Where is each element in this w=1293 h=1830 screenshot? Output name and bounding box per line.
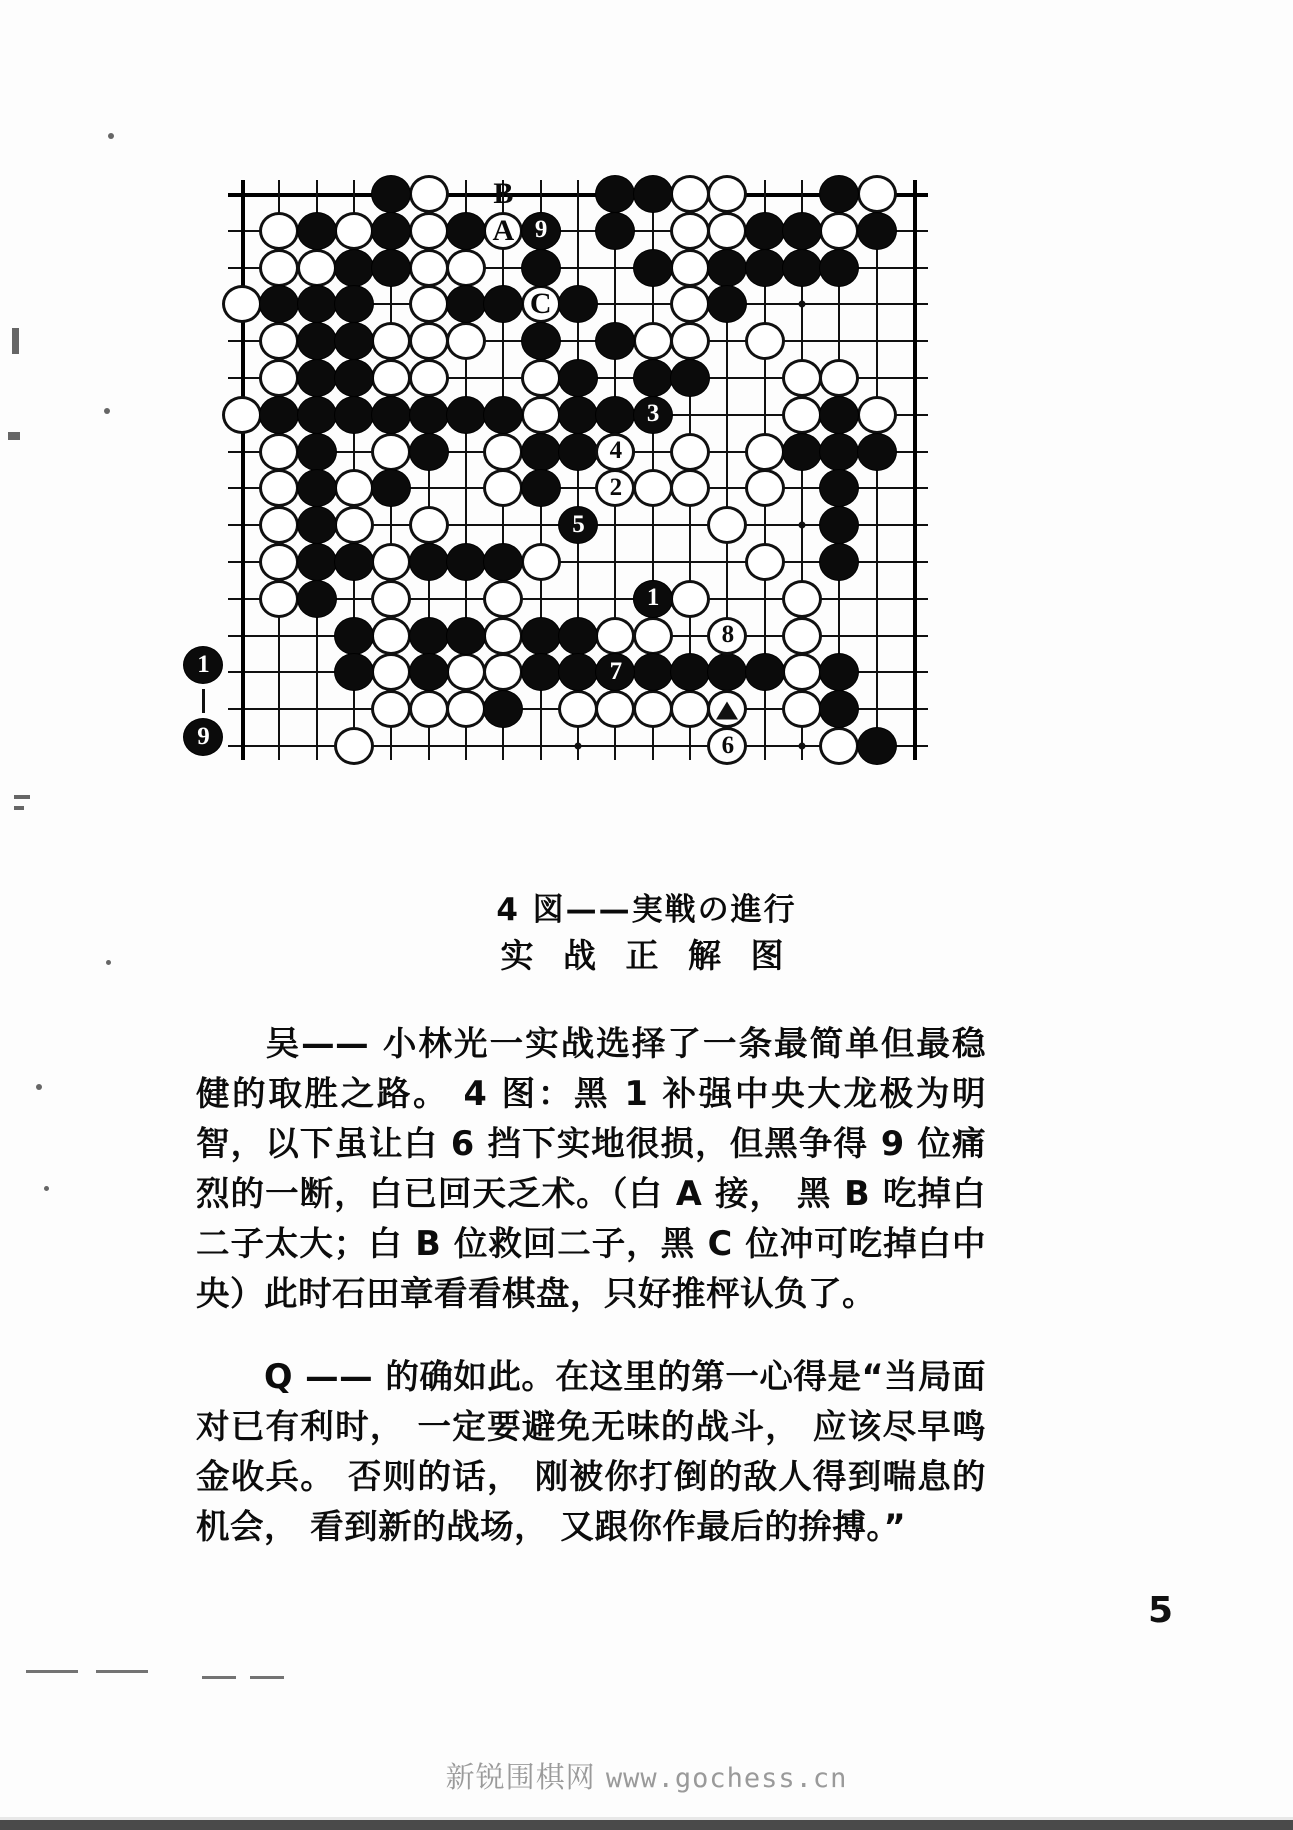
black-stone	[819, 249, 859, 287]
black-stone	[259, 285, 299, 323]
white-stone	[409, 249, 449, 287]
white-stone	[670, 690, 710, 728]
margin-key-stone	[183, 646, 223, 684]
black-stone	[595, 396, 635, 434]
black-stone	[819, 469, 859, 507]
move-stone-3	[633, 396, 673, 434]
move-stone-4	[595, 433, 635, 471]
white-stone	[782, 617, 822, 655]
black-stone	[446, 543, 486, 581]
black-stone	[483, 285, 523, 323]
white-stone	[483, 433, 523, 471]
black-stone	[857, 727, 897, 765]
black-stone	[707, 653, 747, 691]
black-stone	[707, 285, 747, 323]
black-stone	[558, 396, 598, 434]
board-line-vertical	[913, 180, 917, 760]
black-stone	[446, 212, 486, 250]
black-stone	[409, 433, 449, 471]
black-stone	[409, 617, 449, 655]
white-stone	[782, 653, 822, 691]
white-stone	[334, 469, 374, 507]
white-stone	[595, 690, 635, 728]
black-stone	[297, 285, 337, 323]
black-stone	[521, 322, 561, 360]
paragraph	[196, 1019, 986, 1319]
stone-move-number: 2	[609, 473, 622, 501]
black-stone	[371, 396, 411, 434]
black-stone	[819, 506, 859, 544]
black-stone	[819, 653, 859, 691]
white-stone	[259, 580, 299, 618]
white-stone	[670, 433, 710, 471]
board-point-label-A: A	[492, 213, 515, 247]
white-stone	[670, 322, 710, 360]
stone-move-number: 9	[534, 216, 547, 244]
black-stone	[334, 653, 374, 691]
white-stone	[782, 359, 822, 397]
black-stone	[334, 396, 374, 434]
black-stone	[595, 212, 635, 250]
black-stone	[857, 212, 897, 250]
black-stone	[558, 285, 598, 323]
white-stone	[483, 580, 523, 618]
black-stone	[409, 396, 449, 434]
white-stone	[745, 322, 785, 360]
white-stone	[409, 506, 449, 544]
black-stone	[259, 396, 299, 434]
scan-artifact	[12, 328, 19, 354]
scan-artifact	[202, 1676, 236, 1679]
black-stone	[633, 653, 673, 691]
black-stone	[297, 433, 337, 471]
white-stone	[409, 359, 449, 397]
stone-move-number: 7	[609, 657, 622, 685]
white-stone	[371, 543, 411, 581]
black-stone	[446, 396, 486, 434]
scan-artifact	[44, 1186, 49, 1191]
black-stone	[297, 506, 337, 544]
black-stone	[371, 175, 411, 213]
black-stone	[483, 690, 523, 728]
black-stone	[483, 396, 523, 434]
black-stone	[819, 543, 859, 581]
white-stone	[446, 653, 486, 691]
black-stone	[819, 396, 859, 434]
scan-artifact	[108, 133, 114, 139]
black-stone	[297, 580, 337, 618]
white-stone	[409, 322, 449, 360]
black-stone	[819, 690, 859, 728]
stone-move-number: 1	[646, 584, 659, 612]
white-stone	[371, 322, 411, 360]
white-stone	[633, 469, 673, 507]
footer-url: www.gochess.cn	[605, 1763, 848, 1794]
white-stone	[371, 653, 411, 691]
star-point	[799, 743, 806, 750]
white-stone	[334, 506, 374, 544]
figure-caption-chinese: 实 战 正 解 图	[500, 936, 793, 975]
board-point-label-B: B	[493, 177, 514, 210]
white-stone	[857, 175, 897, 213]
black-stone	[334, 322, 374, 360]
paragraph	[196, 1352, 986, 1552]
black-stone	[297, 396, 337, 434]
black-stone	[297, 322, 337, 360]
white-stone	[222, 285, 262, 323]
scan-artifact	[14, 806, 24, 810]
black-stone	[483, 543, 523, 581]
black-stone	[782, 212, 822, 250]
scan-artifact	[8, 432, 20, 440]
white-stone	[633, 617, 673, 655]
black-stone	[297, 543, 337, 581]
white-stone	[409, 175, 449, 213]
black-stone	[558, 359, 598, 397]
margin-key-connector	[202, 689, 205, 713]
black-stone	[745, 249, 785, 287]
white-stone	[670, 175, 710, 213]
black-stone	[558, 653, 598, 691]
page-number: 5	[1147, 1590, 1173, 1631]
scan-artifact	[26, 1670, 78, 1673]
black-stone	[297, 212, 337, 250]
black-stone	[595, 322, 635, 360]
white-stone	[483, 469, 523, 507]
white-stone	[259, 433, 299, 471]
black-stone	[334, 359, 374, 397]
white-stone	[334, 727, 374, 765]
white-stone	[446, 322, 486, 360]
margin-key-stone	[183, 718, 223, 756]
white-stone	[521, 543, 561, 581]
black-stone	[707, 249, 747, 287]
black-stone	[297, 359, 337, 397]
white-stone	[745, 433, 785, 471]
triangle-mark-icon	[716, 702, 738, 720]
move-stone-5	[558, 506, 598, 544]
black-stone	[595, 175, 635, 213]
move-stone-9	[521, 212, 561, 250]
black-stone	[297, 469, 337, 507]
white-stone	[259, 249, 299, 287]
black-stone	[334, 249, 374, 287]
black-stone	[782, 433, 822, 471]
go-board-grid	[228, 177, 928, 760]
white-stone	[259, 212, 299, 250]
white-stone	[558, 690, 598, 728]
white-stone	[670, 469, 710, 507]
board-line-vertical	[241, 180, 245, 760]
move-stone-7	[595, 653, 635, 691]
white-stone	[745, 469, 785, 507]
scan-artifact	[96, 1670, 148, 1673]
black-stone	[633, 249, 673, 287]
white-stone	[670, 249, 710, 287]
white-stone	[707, 212, 747, 250]
go-board-diagram	[197, 177, 928, 760]
white-stone	[782, 690, 822, 728]
black-stone	[446, 285, 486, 323]
scan-artifact	[36, 1084, 42, 1090]
black-stone	[633, 175, 673, 213]
white-stone	[670, 580, 710, 618]
paragraph-text: 吴—— 小林光一实战选择了一条最简单但最稳健的取胜之路。 4 图：黑 1 补强中央大龙极为明智，以下虽让白 6 挡下实地很损，但黑争得 9 位痛烈的一断，白已回天乏术。（白 A 接， 黑 B 吃掉白二子太大；白 B 位救回二子，黑 C 位冲可吃掉白中央）此时石田章看看棋盘，只好推枰认负了。	[196, 1023, 986, 1313]
black-stone	[782, 249, 822, 287]
white-stone	[521, 396, 561, 434]
margin-key-stone-label: 1	[197, 650, 209, 678]
black-stone	[446, 617, 486, 655]
move-stone-6	[707, 727, 747, 765]
paragraph-text: Q —— 的确如此。在这里的第一心得是“当局面对已有利时， 一定要避免无味的战斗， 应该尽早鸣金收兵。 否则的话， 刚被你打倒的敌人得到喘息的机会， 看到新的战场， 又跟你作最后的拚搏。”	[196, 1357, 986, 1546]
black-stone	[371, 469, 411, 507]
black-stone	[819, 175, 859, 213]
white-stone	[670, 285, 710, 323]
black-stone	[334, 285, 374, 323]
black-stone	[745, 212, 785, 250]
body-text	[196, 985, 986, 1586]
footer-watermark	[0, 1755, 1293, 1796]
black-stone	[558, 617, 598, 655]
black-stone	[521, 469, 561, 507]
black-stone	[521, 433, 561, 471]
white-stone	[633, 690, 673, 728]
black-stone	[633, 359, 673, 397]
white-stone	[782, 580, 822, 618]
white-stone	[595, 617, 635, 655]
star-point	[799, 301, 806, 308]
scan-artifact	[250, 1676, 284, 1679]
black-stone	[521, 617, 561, 655]
black-stone	[334, 543, 374, 581]
black-stone	[670, 653, 710, 691]
white-stone	[259, 543, 299, 581]
stone-move-number: 8	[721, 621, 734, 649]
black-stone	[371, 249, 411, 287]
white-stone	[819, 212, 859, 250]
white-stone	[857, 396, 897, 434]
margin-key-stone-label: 9	[197, 722, 209, 750]
white-stone	[371, 359, 411, 397]
black-stone	[857, 433, 897, 471]
white-stone	[633, 322, 673, 360]
black-stone	[558, 433, 598, 471]
black-stone	[521, 653, 561, 691]
black-stone	[409, 653, 449, 691]
white-stone	[371, 690, 411, 728]
star-point	[575, 743, 582, 750]
white-stone	[259, 469, 299, 507]
board-point-label-C: C	[529, 287, 552, 321]
black-stone	[334, 617, 374, 655]
white-stone	[707, 506, 747, 544]
black-stone	[819, 433, 859, 471]
white-stone	[483, 617, 523, 655]
white-stone	[521, 359, 561, 397]
white-stone	[371, 617, 411, 655]
stone-move-number: 6	[721, 731, 734, 759]
scan-artifact	[104, 408, 110, 414]
star-point	[799, 522, 806, 529]
move-stone-2	[595, 469, 635, 507]
move-stone-8	[707, 617, 747, 655]
white-stone	[409, 285, 449, 323]
black-stone	[371, 212, 411, 250]
white-stone	[745, 543, 785, 581]
white-stone	[819, 727, 859, 765]
white-stone	[782, 396, 822, 434]
white-stone	[409, 212, 449, 250]
stone-move-number: 3	[646, 400, 659, 428]
white-stone	[334, 212, 374, 250]
white-stone	[483, 653, 523, 691]
stone-move-number: 5	[572, 510, 584, 538]
figure-caption-japanese: 4 図——実戦の進行	[496, 892, 797, 928]
white-stone	[819, 359, 859, 397]
white-stone	[297, 249, 337, 287]
white-stone	[259, 506, 299, 544]
white-stone	[446, 690, 486, 728]
footer-rule	[0, 1820, 1293, 1830]
black-stone	[521, 249, 561, 287]
white-stone	[371, 433, 411, 471]
white-stone	[222, 396, 262, 434]
stone-move-number: 4	[609, 437, 622, 465]
scan-artifact	[14, 795, 30, 799]
move-stone-1	[633, 580, 673, 618]
white-stone	[259, 322, 299, 360]
white-stone	[670, 212, 710, 250]
white-stone	[446, 249, 486, 287]
white-stone	[259, 359, 299, 397]
black-stone	[409, 543, 449, 581]
white-stone	[409, 690, 449, 728]
white-stone	[371, 580, 411, 618]
black-stone	[745, 653, 785, 691]
black-stone	[670, 359, 710, 397]
white-stone	[707, 175, 747, 213]
footer-site-name: 新锐围棋网	[445, 1760, 596, 1794]
